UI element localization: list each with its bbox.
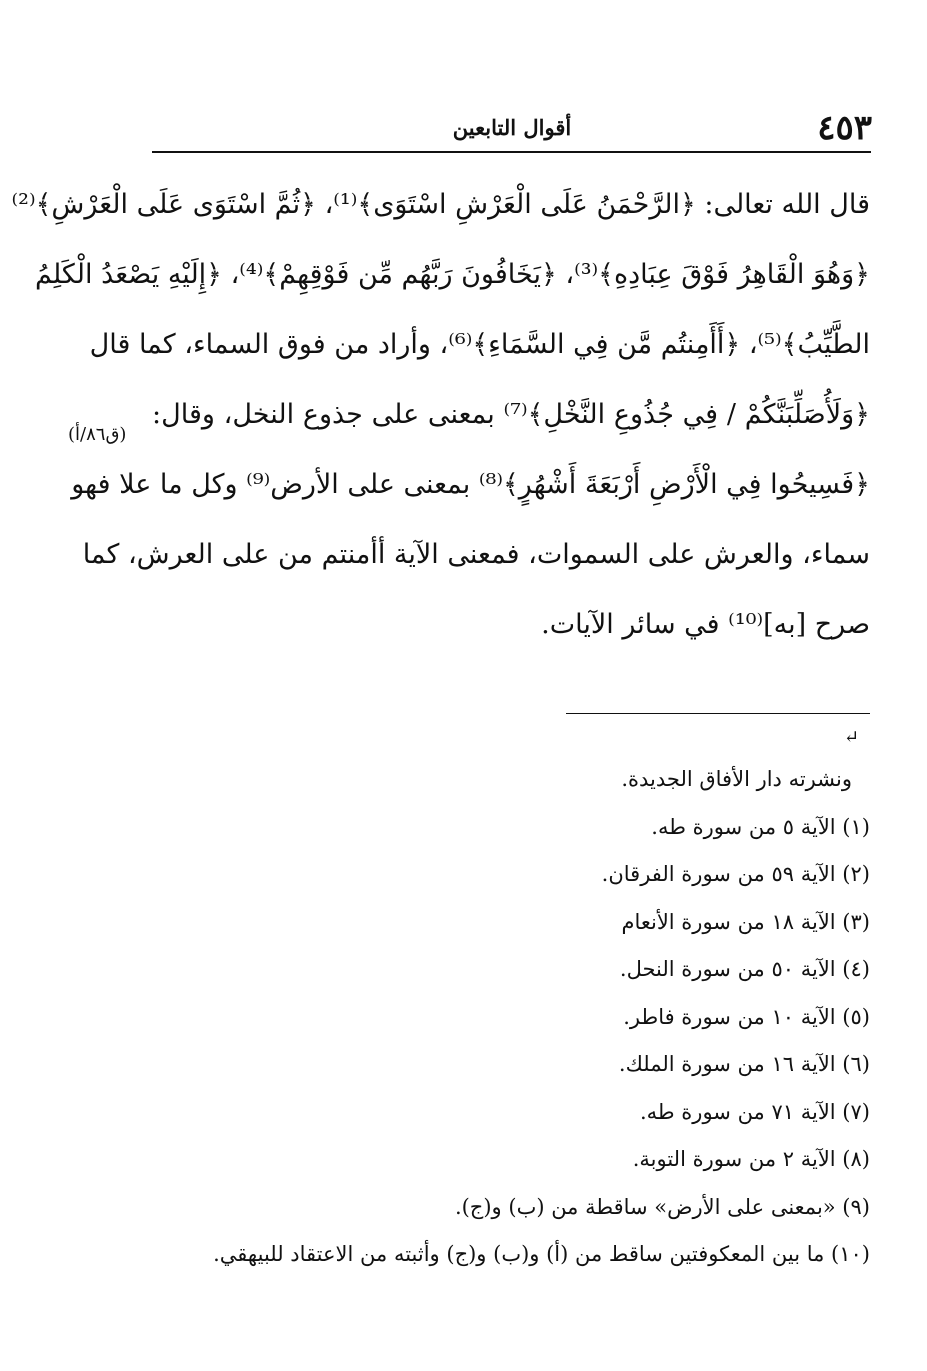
- running-head: أقوال التابعين: [452, 115, 572, 140]
- manuscript-folio-note: (ق٨٦/أ): [68, 424, 127, 445]
- footnotes: [200, 756, 870, 1279]
- text-line: صرح [به]⁽¹⁰⁾ في سائر الآيات.: [541, 609, 870, 640]
- header-rule: [152, 151, 871, 153]
- footnote-item: (٤) الآية ٥٠ من سورة النحل.: [619, 957, 870, 981]
- text-line: الطَّيِّبُ﴾⁽⁵⁾، ﴿أَأَمِنتُم مَّن فِي السَّمَاءِ﴾⁽⁶⁾، وأراد من فوق السماء، كما قال: [89, 329, 870, 360]
- footnote-item: (٩) «بمعنى على الأرض» ساقطة من (ب) و(ج).: [454, 1194, 870, 1219]
- footnote-item: (٦) الآية ١٦ من سورة الملك.: [618, 1052, 870, 1076]
- text-line: ﴿فَسِيحُوا فِي الْأَرْضِ أَرْبَعَةَ أَشْهُرٍ﴾⁽⁸⁾ بمعنى على الأرض⁽⁹⁾ وكل ما علا فهو: [71, 469, 870, 500]
- footnote-item: (٥) الآية ١٠ من سورة فاطر.: [623, 1004, 870, 1029]
- continuation-arrow-icon: ↵: [844, 727, 860, 748]
- footnote-item: (١٠) ما بين المعكوفتين ساقط من (أ) و(ب) و(ج) وأثبته من الاعتقاد للبيهقي.: [213, 1242, 870, 1266]
- footnote-item: (٨) الآية ٢ من سورة التوبة.: [632, 1147, 870, 1171]
- footnote-item: (٢) الآية ٥٩ من سورة الفرقان.: [601, 862, 870, 886]
- page-header: [152, 108, 872, 148]
- footnote-item: (٣) الآية ١٨ من سورة الأنعام: [621, 909, 870, 934]
- footnote-rule: [566, 713, 870, 714]
- text-line: ﴿وَهُوَ الْقَاهِرُ فَوْقَ عِبَادِهِ﴾⁽³⁾، ﴿يَخَافُونَ رَبَّهُم مِّن فَوْقِهِمْ﴾⁽⁴⁾، ﴿إِلَيْهِ يَصْعَدُ الْكَلِمُ: [34, 259, 870, 290]
- footnote-item: (١) الآية ٥ من سورة طه.: [651, 814, 870, 839]
- footnote-continuation: ونشرته دار الأفاق الجديدة.: [621, 767, 852, 791]
- text-line: ﴿وَلَأُصَلِّبَنَّكُمْ / فِي جُذُوعِ النَّخْلِ﴾⁽⁷⁾ بمعنى على جذوع النخل، وقال:: [152, 399, 870, 430]
- footnote-item: (٧) الآية ٧١ من سورة طه.: [639, 1099, 870, 1124]
- text-line: سماء، والعرش على السموات، فمعنى الآية أأمنتم من على العرش، كما: [82, 539, 870, 570]
- text-line: قال الله تعالى: ﴿الرَّحْمَنُ عَلَى الْعَرْشِ اسْتَوَى﴾⁽¹⁾، ﴿ثُمَّ اسْتَوَى عَلَى الْعَرْشِ﴾⁽²⁾: [11, 189, 870, 220]
- page-number: ٤٥٣: [817, 108, 872, 148]
